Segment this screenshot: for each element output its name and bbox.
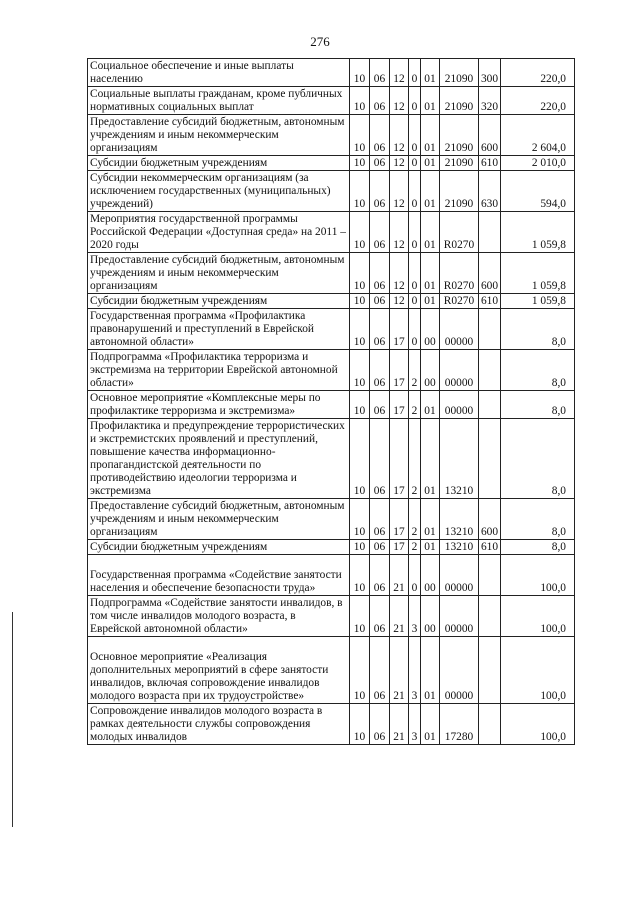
cell-subprogram: 0 <box>409 555 421 596</box>
cell-subsection: 06 <box>370 59 390 87</box>
table-row <box>88 294 575 309</box>
table-row <box>88 704 575 745</box>
cell-section: 10 <box>350 253 370 294</box>
cell-amount: 220,0 <box>501 87 575 115</box>
cell-subprogram: 2 <box>409 391 421 419</box>
table-row <box>88 212 575 253</box>
cell-name: Субсидии бюджетным учреждениям <box>88 156 350 171</box>
cell-direction: 21090 <box>440 115 479 156</box>
cell-section: 10 <box>350 637 370 704</box>
cell-name: Субсидии бюджетным учреждениям <box>88 540 350 555</box>
cell-main-activity: 01 <box>421 540 440 555</box>
cell-main-activity: 01 <box>421 294 440 309</box>
table-row <box>88 171 575 212</box>
cell-expense-type <box>479 596 501 637</box>
cell-subprogram: 3 <box>409 704 421 745</box>
cell-expense-type <box>479 391 501 419</box>
cell-program: 12 <box>390 171 409 212</box>
cell-subprogram: 0 <box>409 171 421 212</box>
cell-expense-type <box>479 637 501 704</box>
cell-amount: 1 059,8 <box>501 253 575 294</box>
cell-amount: 8,0 <box>501 309 575 350</box>
cell-program: 17 <box>390 391 409 419</box>
cell-expense-type <box>479 350 501 391</box>
cell-main-activity: 01 <box>421 171 440 212</box>
cell-subprogram: 0 <box>409 294 421 309</box>
cell-direction: 21090 <box>440 59 479 87</box>
cell-main-activity: 00 <box>421 309 440 350</box>
cell-amount: 8,0 <box>501 419 575 499</box>
cell-subprogram: 0 <box>409 59 421 87</box>
cell-subprogram: 2 <box>409 419 421 499</box>
cell-name: Подпрограмма «Профилактика терроризма и экстремизма на территории Еврейской автономной области» <box>88 350 350 391</box>
cell-name: Субсидии бюджетным учреждениям <box>88 294 350 309</box>
scan-margin-line <box>12 612 13 827</box>
cell-section: 10 <box>350 555 370 596</box>
cell-section: 10 <box>350 391 370 419</box>
cell-direction: 00000 <box>440 596 479 637</box>
cell-program: 12 <box>390 87 409 115</box>
cell-subprogram: 2 <box>409 540 421 555</box>
table-row <box>88 253 575 294</box>
cell-amount: 8,0 <box>501 350 575 391</box>
cell-subsection: 06 <box>370 294 390 309</box>
cell-main-activity: 01 <box>421 637 440 704</box>
cell-subsection: 06 <box>370 253 390 294</box>
cell-direction: 21090 <box>440 87 479 115</box>
cell-name: Социальные выплаты гражданам, кроме публичных нормативных социальных выплат <box>88 87 350 115</box>
cell-section: 10 <box>350 704 370 745</box>
table-row <box>88 637 575 704</box>
cell-section: 10 <box>350 87 370 115</box>
cell-expense-type <box>479 419 501 499</box>
table-body <box>88 59 575 745</box>
cell-name: Субсидии некоммерческим организациям (за исключением государственных (муниципальных) учреждений) <box>88 171 350 212</box>
cell-subsection: 06 <box>370 391 390 419</box>
cell-subsection: 06 <box>370 171 390 212</box>
cell-name: Социальное обеспечение и иные выплаты населению <box>88 59 350 87</box>
cell-subprogram: 3 <box>409 596 421 637</box>
cell-direction: R0270 <box>440 294 479 309</box>
cell-subsection: 06 <box>370 309 390 350</box>
cell-subprogram: 0 <box>409 115 421 156</box>
cell-direction: 00000 <box>440 391 479 419</box>
table-row <box>88 540 575 555</box>
cell-name: Предоставление субсидий бюджетным, автономным учреждениям и иным некоммерческим организациям <box>88 499 350 540</box>
cell-expense-type: 610 <box>479 540 501 555</box>
table-row <box>88 115 575 156</box>
table-row <box>88 309 575 350</box>
table-row <box>88 156 575 171</box>
cell-expense-type: 600 <box>479 499 501 540</box>
cell-name: Государственная программа «Содействие занятости населения и обеспечение безопасности труда» <box>88 555 350 596</box>
cell-main-activity: 01 <box>421 156 440 171</box>
cell-subsection: 06 <box>370 212 390 253</box>
cell-program: 21 <box>390 596 409 637</box>
cell-main-activity: 01 <box>421 419 440 499</box>
table-row <box>88 419 575 499</box>
cell-program: 12 <box>390 115 409 156</box>
cell-section: 10 <box>350 499 370 540</box>
cell-section: 10 <box>350 309 370 350</box>
cell-amount: 8,0 <box>501 391 575 419</box>
cell-amount: 100,0 <box>501 704 575 745</box>
cell-direction: 00000 <box>440 637 479 704</box>
cell-program: 12 <box>390 253 409 294</box>
cell-subsection: 06 <box>370 87 390 115</box>
cell-direction: 21090 <box>440 171 479 212</box>
cell-section: 10 <box>350 350 370 391</box>
cell-section: 10 <box>350 171 370 212</box>
cell-name: Сопровождение инвалидов молодого возраста в рамках деятельности службы сопровождения молодых инвалидов <box>88 704 350 745</box>
cell-section: 10 <box>350 59 370 87</box>
cell-program: 21 <box>390 704 409 745</box>
cell-amount: 220,0 <box>501 59 575 87</box>
cell-main-activity: 01 <box>421 212 440 253</box>
cell-subprogram: 0 <box>409 253 421 294</box>
cell-subsection: 06 <box>370 156 390 171</box>
cell-amount: 8,0 <box>501 540 575 555</box>
table-row <box>88 596 575 637</box>
cell-direction: 13210 <box>440 419 479 499</box>
cell-subprogram: 0 <box>409 212 421 253</box>
cell-expense-type: 320 <box>479 87 501 115</box>
page-number: 276 <box>310 34 330 49</box>
cell-expense-type: 300 <box>479 59 501 87</box>
table-row <box>88 350 575 391</box>
cell-name: Подпрограмма «Содействие занятости инвалидов, в том числе инвалидов молодого возраста, в Еврейской автономной области» <box>88 596 350 637</box>
cell-subprogram: 2 <box>409 499 421 540</box>
cell-amount: 2 604,0 <box>501 115 575 156</box>
cell-name: Мероприятия государственной программы Российской Федерации «Доступная среда» на 2011 – 2020 годы <box>88 212 350 253</box>
cell-subsection: 06 <box>370 499 390 540</box>
table-row <box>88 555 575 596</box>
cell-main-activity: 00 <box>421 350 440 391</box>
cell-main-activity: 01 <box>421 115 440 156</box>
cell-main-activity: 01 <box>421 253 440 294</box>
cell-direction: 00000 <box>440 309 479 350</box>
cell-expense-type: 630 <box>479 171 501 212</box>
cell-direction: R0270 <box>440 212 479 253</box>
cell-section: 10 <box>350 115 370 156</box>
cell-expense-type <box>479 704 501 745</box>
cell-main-activity: 01 <box>421 704 440 745</box>
cell-expense-type: 600 <box>479 253 501 294</box>
cell-direction: 21090 <box>440 156 479 171</box>
cell-main-activity: 00 <box>421 555 440 596</box>
cell-expense-type: 610 <box>479 156 501 171</box>
cell-expense-type <box>479 555 501 596</box>
cell-program: 12 <box>390 156 409 171</box>
cell-direction: 13210 <box>440 499 479 540</box>
table-row <box>88 391 575 419</box>
cell-subprogram: 0 <box>409 87 421 115</box>
cell-main-activity: 01 <box>421 499 440 540</box>
cell-section: 10 <box>350 596 370 637</box>
cell-main-activity: 00 <box>421 596 440 637</box>
cell-section: 10 <box>350 212 370 253</box>
cell-program: 12 <box>390 212 409 253</box>
cell-expense-type: 600 <box>479 115 501 156</box>
cell-direction: 00000 <box>440 555 479 596</box>
cell-subsection: 06 <box>370 115 390 156</box>
cell-name: Основное мероприятие «Реализация дополнительных мероприятий в сфере занятости инвалидов, включая сопровождение инвалидов молодого возраста при их трудоустройстве» <box>88 637 350 704</box>
cell-amount: 8,0 <box>501 499 575 540</box>
cell-section: 10 <box>350 540 370 555</box>
table-row <box>88 87 575 115</box>
cell-program: 21 <box>390 555 409 596</box>
cell-program: 17 <box>390 499 409 540</box>
table-row <box>88 499 575 540</box>
cell-subsection: 06 <box>370 637 390 704</box>
cell-direction: 13210 <box>440 540 479 555</box>
cell-amount: 100,0 <box>501 596 575 637</box>
cell-direction: R0270 <box>440 253 479 294</box>
cell-main-activity: 01 <box>421 391 440 419</box>
cell-main-activity: 01 <box>421 87 440 115</box>
cell-direction: 17280 <box>440 704 479 745</box>
cell-subsection: 06 <box>370 540 390 555</box>
cell-direction: 00000 <box>440 350 479 391</box>
cell-name: Предоставление субсидий бюджетным, автономным учреждениям и иным некоммерческим организациям <box>88 253 350 294</box>
cell-name: Профилактика и предупреждение террористических и экстремистских проявлений и преступлений, повышение качества информационно-пропагандистской деятельности по противодействию идеологии терроризма и экстремизма <box>88 419 350 499</box>
cell-program: 17 <box>390 350 409 391</box>
budget-table <box>87 58 575 745</box>
cell-program: 17 <box>390 419 409 499</box>
cell-subsection: 06 <box>370 596 390 637</box>
cell-name: Основное мероприятие «Комплексные меры по профилактике терроризма и экстремизма» <box>88 391 350 419</box>
cell-expense-type <box>479 309 501 350</box>
cell-amount: 1 059,8 <box>501 294 575 309</box>
cell-subprogram: 3 <box>409 637 421 704</box>
cell-expense-type: 610 <box>479 294 501 309</box>
cell-program: 17 <box>390 309 409 350</box>
cell-amount: 2 010,0 <box>501 156 575 171</box>
cell-program: 21 <box>390 637 409 704</box>
cell-main-activity: 01 <box>421 59 440 87</box>
cell-section: 10 <box>350 156 370 171</box>
cell-subsection: 06 <box>370 704 390 745</box>
cell-name: Государственная программа «Профилактика правонарушений и преступлений в Еврейской автономной области» <box>88 309 350 350</box>
cell-amount: 100,0 <box>501 637 575 704</box>
cell-name: Предоставление субсидий бюджетным, автономным учреждениям и иным некоммерческим организациям <box>88 115 350 156</box>
table-row <box>88 59 575 87</box>
cell-subprogram: 0 <box>409 309 421 350</box>
cell-section: 10 <box>350 419 370 499</box>
cell-section: 10 <box>350 294 370 309</box>
cell-program: 12 <box>390 59 409 87</box>
cell-amount: 594,0 <box>501 171 575 212</box>
cell-subsection: 06 <box>370 419 390 499</box>
cell-subprogram: 0 <box>409 156 421 171</box>
cell-program: 17 <box>390 540 409 555</box>
cell-subsection: 06 <box>370 350 390 391</box>
cell-amount: 100,0 <box>501 555 575 596</box>
cell-subprogram: 2 <box>409 350 421 391</box>
cell-amount: 1 059,8 <box>501 212 575 253</box>
cell-expense-type <box>479 212 501 253</box>
cell-program: 12 <box>390 294 409 309</box>
cell-subsection: 06 <box>370 555 390 596</box>
